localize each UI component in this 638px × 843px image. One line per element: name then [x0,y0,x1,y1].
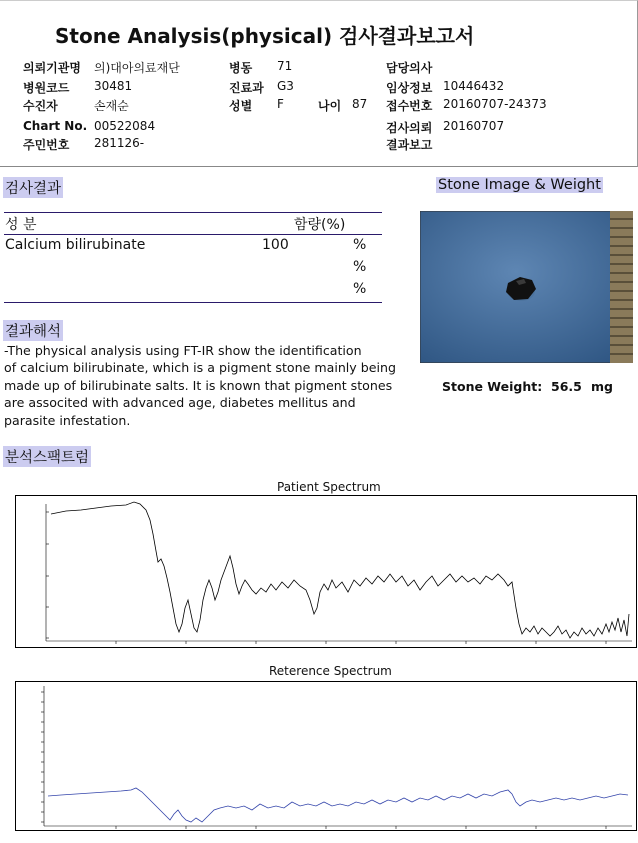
stone-weight-label: Stone Weight: [442,379,543,394]
field-value-age: 87 [352,97,368,111]
field-value-ward: 71 [277,59,293,73]
field-value-department: G3 [277,79,294,93]
field-label-clinical-info: 임상정보 [386,81,433,95]
field-value-receipt-number: 20160707-24373 [443,97,547,111]
patient-spectrum-trace [51,502,629,638]
field-label-chart-no: Chart No. [23,119,88,133]
field-label-hospital-code: 병원코드 [23,81,70,95]
field-value-patient: 손재순 [94,99,129,113]
result-unit: % [353,259,367,275]
field-label-age: 나이 [318,99,342,113]
stone-photo [420,211,633,363]
field-label-patient: 수진자 [23,99,58,113]
stone-section-title: Stone Image & Weight [438,177,601,193]
result-amount: 100 [262,237,289,253]
result-unit: % [353,281,367,297]
interpretation-line: parasite infestation. [4,412,131,428]
field-value-sex: F [277,97,284,111]
field-value-requesting-institution: 의)대아의료재단 [94,61,180,75]
field-value-clinical-info: 10446432 [443,79,505,93]
reference-spectrum-trace [48,788,628,822]
field-value-resident-number: 281126- [94,136,145,150]
field-label-department: 진료과 [229,81,264,95]
field-label-attending-physician: 담당의사 [386,61,433,75]
results-col-amount: 함량(%) [294,217,346,233]
field-label-result-report: 결과보고 [386,138,433,152]
interpretation-section-title: 결과해석 [3,320,63,341]
reference-spectrum-plot [15,681,637,831]
field-value-chart-no: 00522084 [94,119,156,133]
result-unit: % [353,237,367,253]
results-section-title: 검사결과 [3,177,63,198]
interpretation-line: made up of bilirubinate salts. It is known that pigment stones [4,377,393,393]
field-label-requesting-institution: 의뢰기관명 [23,61,81,75]
interpretation-text [4,342,404,429]
field-label-test-request-date: 검사의뢰 [386,121,433,135]
stone-weight-value: 56.5 [551,379,582,394]
interpretation-line: are associted with advanced age, diabetes mellitus and [4,395,356,411]
field-value-test-request-date: 20160707 [443,119,505,133]
patient-spectrum-plot [15,495,637,648]
field-label-ward: 병동 [229,61,253,75]
results-col-component: 성 분 [5,217,37,233]
interpretation-line: -The physical analysis using FT-IR show the identification [4,343,362,358]
results-bottom-rule [4,302,382,303]
results-top-rule [4,212,382,213]
report-title: Stone Analysis(physical) 검사결과보고서 [55,24,475,48]
field-value-hospital-code: 30481 [94,79,133,93]
patient-spectrum-title: Patient Spectrum [277,480,381,494]
field-label-receipt-number: 접수번호 [386,99,433,113]
results-header-rule [4,234,382,235]
reference-spectrum-title: Reterence Spectrum [269,664,392,678]
field-label-sex: 성별 [229,99,253,113]
field-label-resident-number: 주민번호 [23,138,70,152]
interpretation-line: of calcium bilirubinate, which is a pigment stone mainly being [4,360,396,376]
result-component: Calcium bilirubinate [5,237,146,253]
stone-weight-unit: mg [591,379,613,394]
spectrum-section-title: 분석스팩트럼 [3,446,91,467]
